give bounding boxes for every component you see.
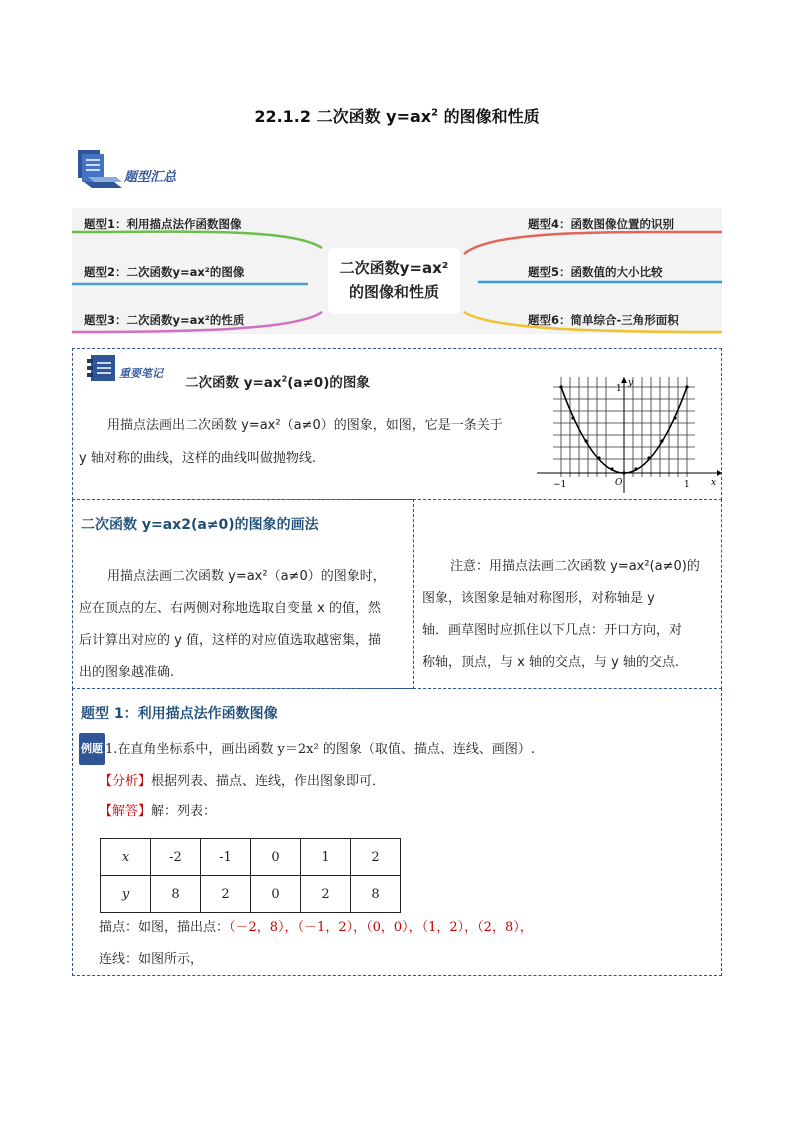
topic-mindmap <box>72 208 722 334</box>
mindmap-center-line-2: 的图像和性质 <box>348 283 439 301</box>
table-cell: 1 <box>301 839 351 876</box>
note-title: 二次函数 $y=ax^2(a\ne 0)$的图象 <box>185 374 370 391</box>
origin-label: O <box>615 478 623 488</box>
branch-1 <box>72 232 322 248</box>
mindmap-topic-4: 题型4：函数图像位置的识别 <box>528 217 675 231</box>
answer-text: 解：列表： <box>151 804 217 819</box>
page-title: 22.1.2 二次函数 $y=ax^2$ 的图像和性质 <box>254 107 540 126</box>
mindmap-center <box>328 248 460 314</box>
table-cell: y <box>101 876 151 913</box>
topic1-title: 题型 1：利用描点法作函数图像 <box>81 706 278 722</box>
topic1-box <box>72 688 722 976</box>
section-badge-label: 题型汇总 <box>124 170 177 185</box>
note-box <box>72 348 722 500</box>
example-badge: 例题 <box>79 733 105 765</box>
branch-4 <box>464 232 722 254</box>
mindmap-topic-6: 题型6：简单综合-三角形面积 <box>528 313 679 327</box>
x-tick-neg-1: −1 <box>553 480 567 490</box>
points-label: 描点：如图，描出点： <box>99 920 230 935</box>
example-question <box>79 733 535 765</box>
method-line-2: 应在顶点的左、右两侧对称地选取自变量 x 的值，然 <box>79 601 381 616</box>
table-cell: x <box>101 839 151 876</box>
table-cell: 8 <box>351 876 401 913</box>
points-line <box>99 913 533 943</box>
note-paragraph-line-1: 用描点法画出二次函数 y=ax²（a≠0）的图象，如图，它是一条关于 <box>107 418 503 433</box>
note-badge-label: 重要笔记 <box>119 367 163 380</box>
analysis-tag: 【分析】 <box>99 774 152 789</box>
analysis-text: 根据列表、描点、连线，作出图象即可． <box>151 774 386 789</box>
table-cell: -1 <box>201 839 251 876</box>
method-line-3: 后计算出对应的 y 值，这样的对应值选取越密集，描 <box>79 633 381 648</box>
table-cell: -2 <box>151 839 201 876</box>
book-stack-icon <box>74 148 130 192</box>
caution-line-3: 轴．画草图时应抓住以下几点：开口方向，对 <box>422 623 683 638</box>
example-question-text: 1.在直角坐标系中，画出函数 y＝2x² 的图象（取值、描点、连线、画图）. <box>105 742 535 757</box>
caution-line-1: 注意：用描点法画二次函数 y=ax²(a≠0)的 <box>450 559 700 574</box>
caution-line-2: 图象，该图象是轴对称图形，对称轴是 y <box>422 591 655 606</box>
answer-line <box>99 797 216 827</box>
method-title: 二次函数 y=ax2(a≠0)的图象的画法 <box>81 517 319 533</box>
method-line-1: 用描点法画二次函数 y=ax²（a≠0）的图象时， <box>107 569 386 584</box>
parabola-graph <box>533 377 723 493</box>
y-axis-label: y <box>628 378 634 388</box>
x-axis-arrow <box>717 470 722 476</box>
method-line-4: 出的图象越准确. <box>79 665 175 680</box>
table-row-x <box>101 839 401 876</box>
table-cell: 2 <box>351 839 401 876</box>
note-paragraph-line-2: y 轴对称的曲线，这样的曲线叫做抛物线. <box>79 451 316 466</box>
mindmap-topic-3: 题型3：二次函数y=ax²的性质 <box>84 313 245 327</box>
mindmap-center-line-1: 二次函数y=ax² <box>339 259 449 277</box>
x-axis-label: x <box>711 478 717 488</box>
caution-line-4: 称轴，顶点，与 x 轴的交点，与 y 轴的交点. <box>422 655 680 670</box>
y-axis-arrow <box>621 377 627 383</box>
mindmap-topic-2: 题型2：二次函数y=ax²的图像 <box>84 265 245 279</box>
connect-line: 连线：如图所示， <box>99 952 204 967</box>
x-tick-1: 1 <box>684 480 690 490</box>
table-row-y <box>101 876 401 913</box>
caution-box <box>413 499 722 689</box>
answer-tag: 【解答】 <box>99 804 152 819</box>
mindmap-topic-5: 题型5：函数值的大小比较 <box>528 265 663 279</box>
y-tick-1: 1 <box>616 384 622 394</box>
table-cell: 2 <box>201 876 251 913</box>
points-values: （－2，8），（－1，2），（0，0），（1，2），（2，8）， <box>229 920 533 935</box>
analysis-line <box>99 767 385 797</box>
method-box <box>72 499 414 689</box>
table-cell: 8 <box>151 876 201 913</box>
mindmap-topic-1: 题型1：利用描点法作函数图像 <box>84 217 242 231</box>
value-table <box>100 838 401 913</box>
table-cell: 0 <box>251 876 301 913</box>
table-cell: 2 <box>301 876 351 913</box>
table-cell: 0 <box>251 839 301 876</box>
